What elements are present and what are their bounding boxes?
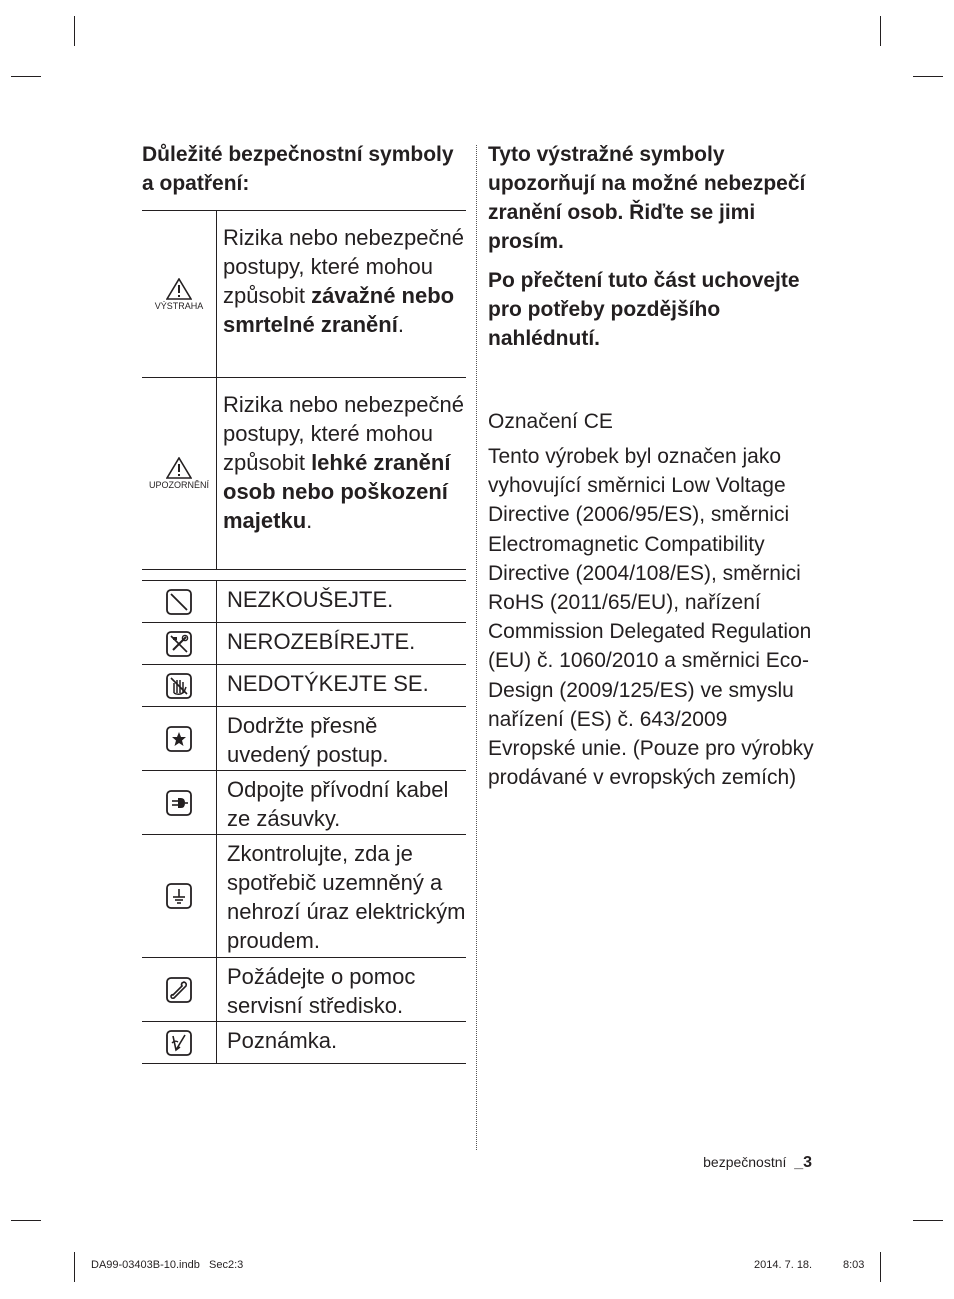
symbol-icon-cell bbox=[142, 623, 217, 664]
symbol-text: NEZKOUŠEJTE. bbox=[227, 587, 394, 612]
caution-text-bold: lehké zranění osob nebo poškození majetku bbox=[223, 450, 451, 533]
crop-mark bbox=[74, 1252, 75, 1282]
symbol-icon-cell bbox=[142, 581, 217, 622]
phone-icon bbox=[166, 977, 192, 1003]
left-column bbox=[142, 140, 466, 1064]
symbol-row bbox=[142, 581, 466, 623]
symbol-row bbox=[142, 771, 466, 835]
symbol-row bbox=[142, 958, 466, 1022]
keep-paragraph: Po přečtení tuto část uchovejte pro potřeby pozdějšího nahlédnutí. bbox=[488, 269, 800, 350]
warning-icon-cell bbox=[142, 211, 217, 377]
crop-mark bbox=[11, 76, 41, 77]
symbol-icon-cell bbox=[142, 665, 217, 706]
note-icon bbox=[166, 1030, 192, 1056]
caution-text bbox=[217, 378, 466, 569]
warning-triangle-icon bbox=[166, 457, 192, 479]
symbol-row bbox=[142, 623, 466, 665]
symbol-text: Odpojte přívodní kabel ze zásuvky. bbox=[227, 777, 449, 831]
caution-row bbox=[142, 378, 466, 570]
crop-mark bbox=[880, 16, 881, 46]
warning-text-end: . bbox=[397, 312, 404, 337]
warning-text-bold: závažné nebo smrtelné zranění bbox=[223, 283, 455, 337]
footer-filename: DA99-03403B-10.indb bbox=[91, 1259, 200, 1271]
symbol-icon-cell bbox=[142, 771, 217, 834]
section-name: bezpečnostní bbox=[703, 1154, 787, 1170]
unplug-icon bbox=[166, 790, 192, 816]
warning-text bbox=[217, 211, 466, 377]
column-divider bbox=[476, 145, 477, 1150]
crop-mark bbox=[913, 76, 943, 77]
page-num-value: _3 bbox=[794, 1154, 812, 1171]
caution-icon-cell bbox=[142, 378, 217, 569]
ce-paragraph: Tento výrobek byl označen jako vyhovující směrnici Low Voltage Directive (2006/95/ES), směrnici Electromagnetic Compatibility Directive (2004/108/ES), směrnici RoHS (2011/65/EU), nařízení Commission Delegated Regulation (EU) č. 1060/2010 a směrnici Eco-Design (2009/125/ES) ve smyslu nařízení (ES) č. 643/2009 Evropské unie. (Pouze pro výrobky prodávané v evropských zemích) bbox=[488, 445, 814, 790]
warning-table bbox=[142, 210, 466, 570]
footer-section: Sec2:3 bbox=[209, 1259, 244, 1271]
symbol-table bbox=[142, 580, 466, 1064]
page-number bbox=[703, 1154, 812, 1172]
prohibited-icon bbox=[166, 589, 192, 615]
star-icon bbox=[166, 726, 192, 752]
symbol-icon-cell bbox=[142, 1022, 217, 1063]
footer-time: 8:03 bbox=[843, 1259, 865, 1271]
warning-caption: VÝSTRAHA bbox=[154, 300, 204, 311]
symbol-icon-cell bbox=[142, 958, 217, 1021]
crop-mark bbox=[74, 16, 75, 46]
symbol-row bbox=[142, 835, 466, 958]
symbol-icon-cell bbox=[142, 835, 217, 957]
footer-date: 2014. 7. 18. bbox=[754, 1259, 813, 1271]
warning-text-plain: Rizika nebo nebezpečné postupy, které mohou způsobit bbox=[223, 225, 464, 308]
warning-row bbox=[142, 211, 466, 378]
symbol-text: NEROZEBÍREJTE. bbox=[227, 629, 416, 654]
intro-paragraph: Tyto výstražné symboly upozorňují na možné nebezpečí zranění osob. Řiďte se jimi prosím. bbox=[488, 143, 806, 253]
caution-caption: UPOZORNĚNÍ bbox=[148, 480, 209, 490]
ce-heading: Označení CE bbox=[488, 410, 613, 433]
symbol-row bbox=[142, 707, 466, 771]
crop-mark bbox=[913, 1220, 943, 1221]
symbol-icon-cell bbox=[142, 707, 217, 770]
symbol-text: Poznámka. bbox=[227, 1028, 338, 1053]
symbol-row bbox=[142, 665, 466, 707]
crop-mark bbox=[880, 1252, 881, 1282]
symbol-row bbox=[142, 1022, 466, 1064]
caution-text-end: . bbox=[306, 508, 313, 533]
warning-triangle-icon bbox=[166, 278, 192, 300]
footer-file bbox=[91, 1259, 243, 1271]
caution-text-plain: Rizika nebo nebezpečné postupy, které mohou způsobit bbox=[223, 392, 464, 475]
no-disassembly-icon bbox=[166, 631, 192, 657]
ground-icon bbox=[166, 883, 192, 909]
right-column bbox=[488, 140, 818, 792]
symbol-text: Zkontrolujte, zda je spotřebič uzemněný a nehrozí úraz elektrickým proudem. bbox=[227, 841, 466, 953]
no-touch-icon bbox=[166, 673, 192, 699]
symbol-text: NEDOTÝKEJTE SE. bbox=[227, 671, 429, 696]
section-title: Důležité bezpečnostní symboly a opatření: bbox=[142, 143, 454, 195]
symbol-text: Dodržte přesně uvedený postup. bbox=[227, 713, 389, 767]
symbol-text: Požádejte o pomoc servisní středisko. bbox=[227, 964, 416, 1018]
crop-mark bbox=[11, 1220, 41, 1221]
